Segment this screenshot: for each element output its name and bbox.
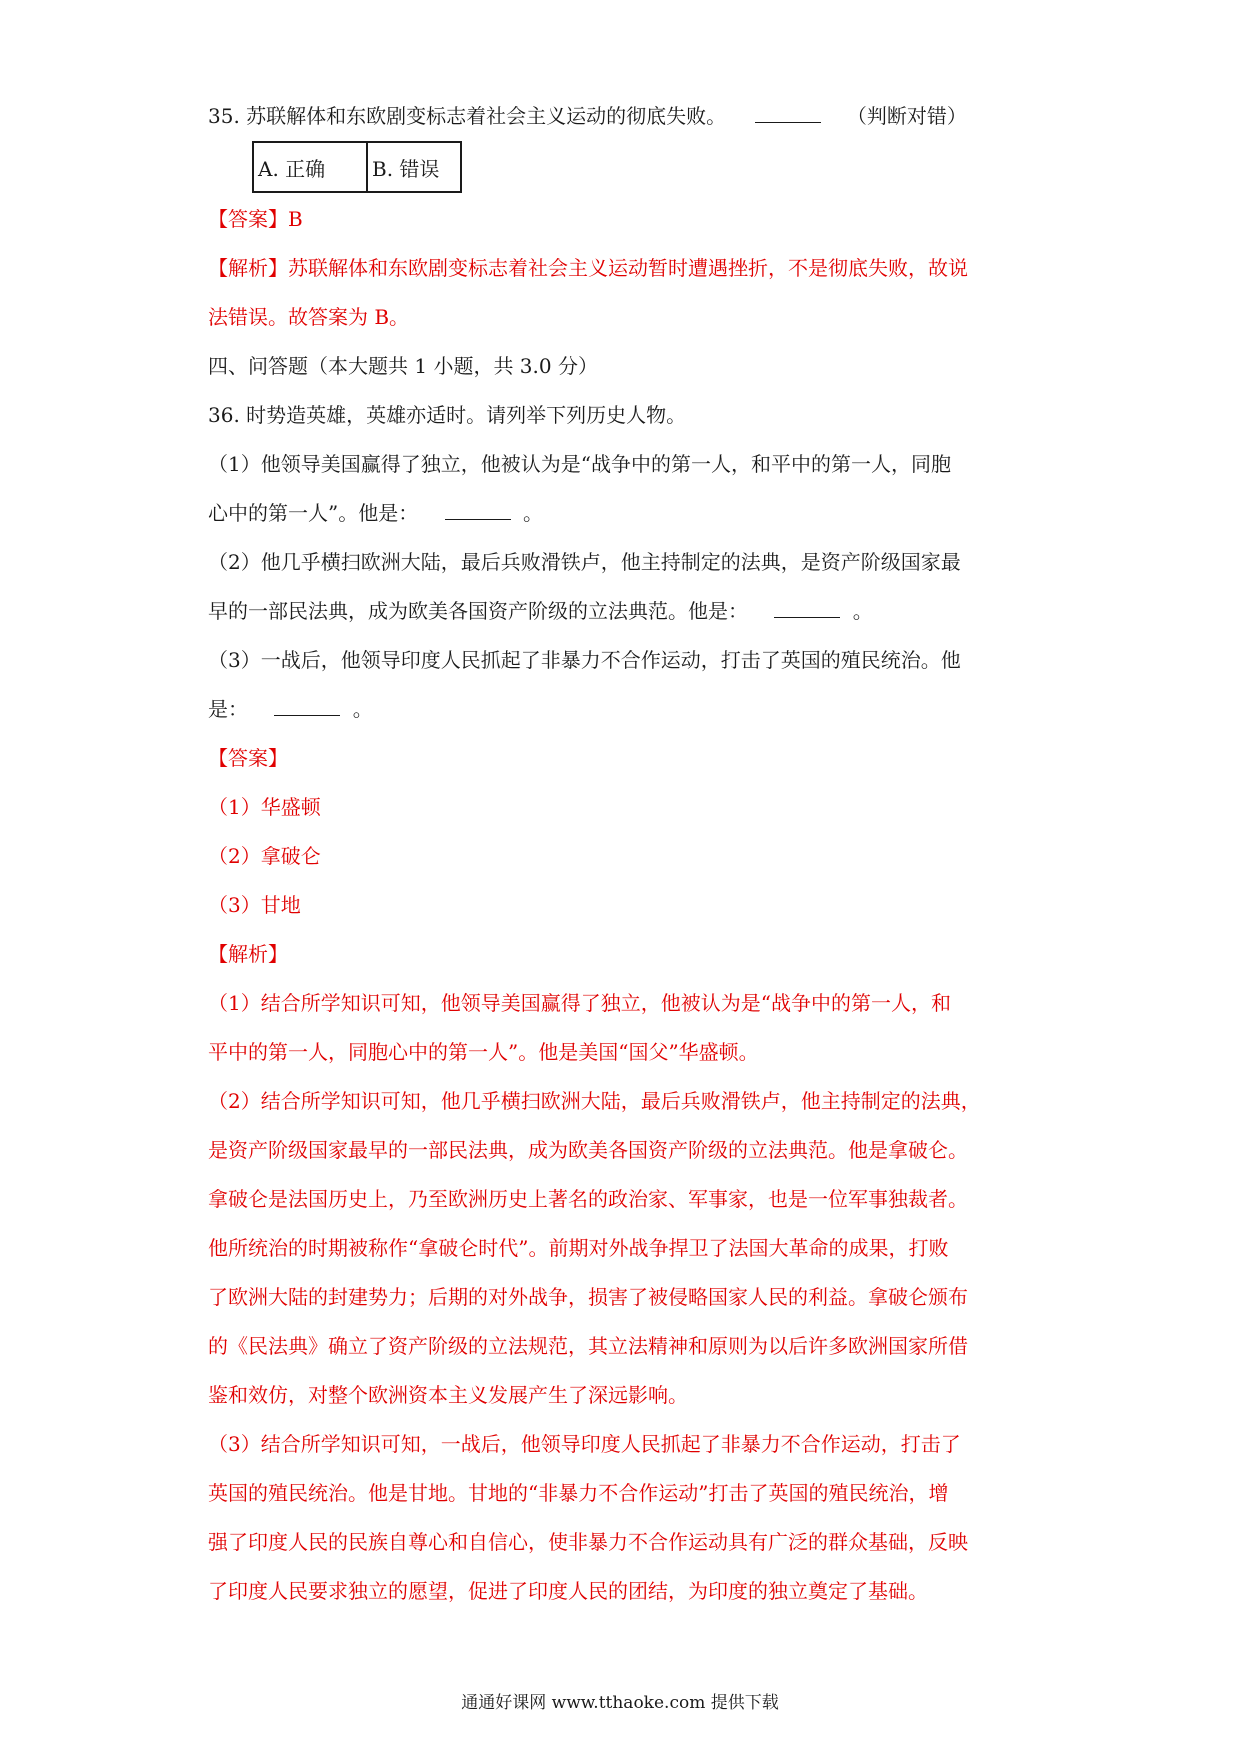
q36-analysis-line: 的《民法典》确立了资产阶级的立法规范，其立法精神和原则为以后许多欧洲国家所借: [208, 1334, 968, 1358]
q36-answer-1: （1）华盛顿: [208, 795, 321, 819]
q36-part2-text: 早的一部民法典，成为欧美各国资产阶级的立法典范。他是：: [208, 599, 748, 623]
q36-analysis-line: 强了印度人民的民族自尊心和自信心，使非暴力不合作运动具有广泛的群众基础，反映: [208, 1530, 968, 1554]
answer-blank: [274, 695, 340, 716]
option-a: A. 正确: [253, 142, 367, 192]
q36-answer-3: （3）甘地: [208, 893, 301, 917]
q36-analysis-line: 了印度人民要求独立的愿望，促进了印度人民的团结，为印度的独立奠定了基础。: [208, 1579, 928, 1603]
document-body: [208, 92, 1040, 1616]
q36-analysis-line: （2）结合所学知识可知，他几乎横扫欧洲大陆，最后兵败滑铁卢，他主持制定的法典，: [208, 1089, 981, 1113]
q35-analysis-line-1: 【解析】苏联解体和东欧剧变标志着社会主义运动暂时遭遇挫折，不是彻底失败，故说: [208, 256, 968, 280]
q36-analysis-line: 鉴和效仿，对整个欧洲资本主义发展产生了深远影响。: [208, 1383, 688, 1407]
answer-blank: [774, 597, 840, 618]
q36-part1-line-2: [208, 489, 1040, 538]
option-b: B. 错误: [367, 142, 461, 192]
q36-part1-line-1: （1）他领导美国赢得了独立，他被认为是“战争中的第一人，和平中的第一人，同胞: [208, 452, 951, 476]
question-35-text: 35. 苏联解体和东欧剧变标志着社会主义运动的彻底失败。: [208, 104, 727, 128]
q36-analysis-label: 【解析】: [208, 942, 288, 966]
q36-part2-line-1: （2）他几乎横扫欧洲大陆，最后兵败滑铁卢，他主持制定的法典，是资产阶级国家最: [208, 550, 961, 574]
q36-analysis-line: 拿破仑是法国历史上，乃至欧洲历史上著名的政治家、军事家，也是一位军事独裁者。: [208, 1187, 968, 1211]
options-table: [252, 141, 462, 193]
q36-part2-line-2: [208, 587, 1040, 636]
period: 。: [522, 501, 543, 525]
question-36-stem: 36. 时势造英雄，英雄亦适时。请列举下列历史人物。: [208, 403, 687, 427]
q35-answer: 【答案】B: [208, 207, 303, 231]
q36-answer-label: 【答案】: [208, 746, 288, 770]
question-35-suffix: （判断对错）: [846, 104, 967, 128]
q36-part3-line-2: [208, 685, 1040, 734]
q36-analysis-line: 了欧洲大陆的封建势力；后期的对外战争，损害了被侵略国家人民的利益。拿破仑颁布: [208, 1285, 968, 1309]
q36-answer-2: （2）拿破仑: [208, 844, 321, 868]
answer-blank: [445, 499, 511, 520]
period: 。: [852, 599, 873, 623]
q36-analysis-line: 他所统治的时期被称作“拿破仑时代”。前期对外战争捍卫了法国大革命的成果，打败: [208, 1236, 949, 1260]
q36-part3-text: 是：: [208, 697, 248, 721]
q36-part3-line-1: （3）一战后，他领导印度人民抓起了非暴力不合作运动，打击了英国的殖民统治。他: [208, 648, 961, 672]
page-footer: 通通好课网 www.tthaoke.com 提供下载: [461, 1693, 779, 1713]
q36-analysis-line: 英国的殖民统治。他是甘地。甘地的“非暴力不合作运动”打击了英国的殖民统治，增: [208, 1481, 949, 1505]
q36-analysis-line: 是资产阶级国家最早的一部民法典，成为欧美各国资产阶级的立法典范。他是拿破仑。: [208, 1138, 968, 1162]
q36-analysis-line: 平中的第一人，同胞心中的第一人”。他是美国“国父”华盛顿。: [208, 1040, 759, 1064]
q35-analysis-line-2: 法错误。故答案为 B。: [208, 305, 410, 329]
q36-analysis-line: （1）结合所学知识可知，他领导美国赢得了独立，他被认为是“战争中的第一人，和: [208, 991, 951, 1015]
question-35: [208, 92, 1040, 141]
q36-analysis-line: （3）结合所学知识可知，一战后，他领导印度人民抓起了非暴力不合作运动，打击了: [208, 1432, 961, 1456]
q36-part1-text: 心中的第一人”。他是：: [208, 501, 419, 525]
section-4-heading: 四、问答题（本大题共 1 小题，共 3.0 分）: [208, 354, 598, 378]
period: 。: [352, 697, 373, 721]
answer-blank: [755, 102, 821, 123]
